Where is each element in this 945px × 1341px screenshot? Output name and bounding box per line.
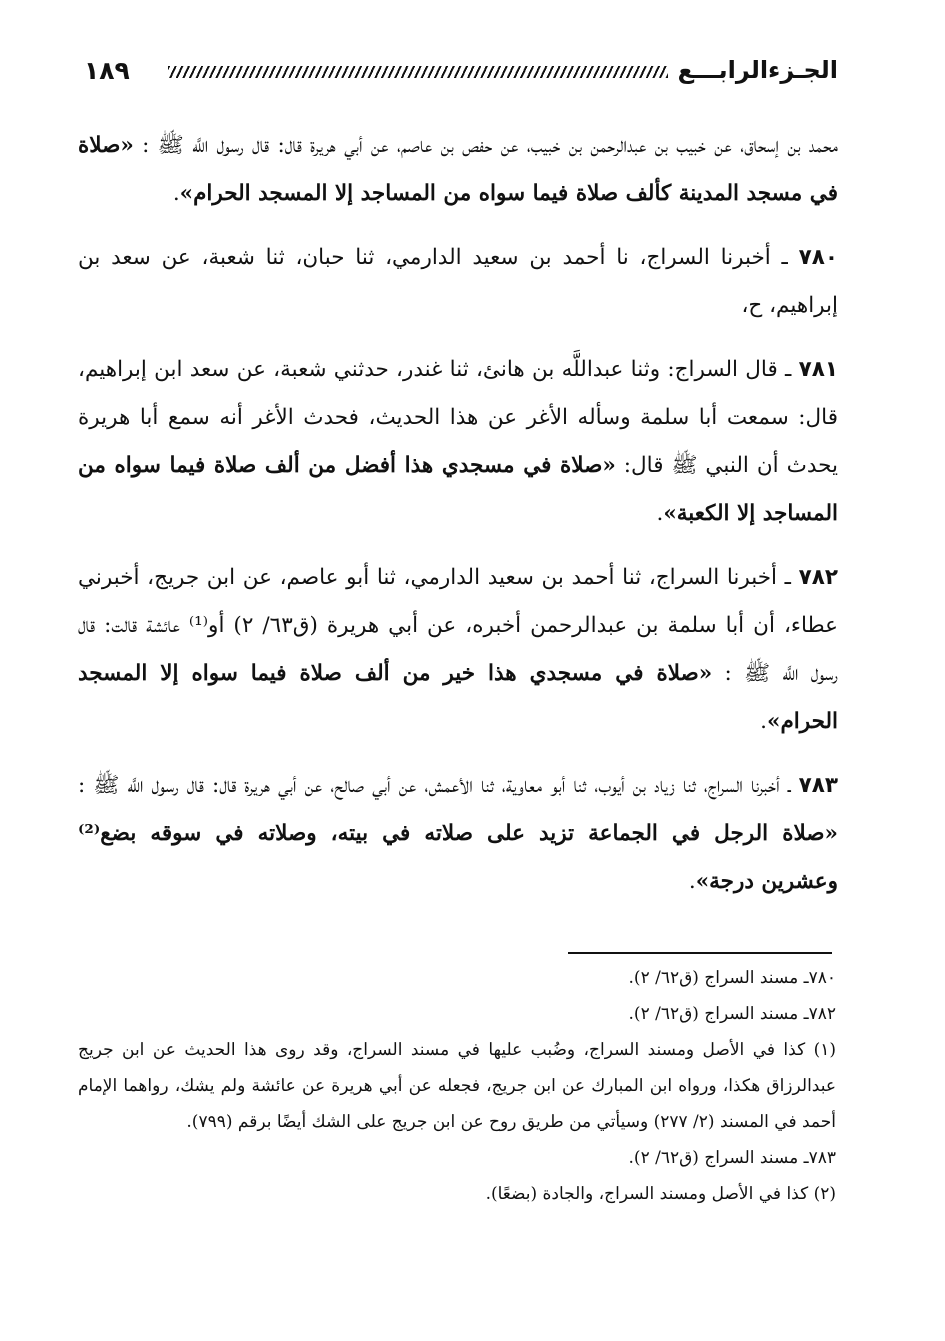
hadith-783: [78, 762, 838, 906]
paragraph-text: ـ أخبرنا السراج، نا أحمد بن سعيد الدارمي، ثنا حبان، ثنا شعبة، عن سعد بن إبراهيم، ح،: [78, 245, 838, 318]
page-header: [78, 52, 838, 96]
hadith-number: ٧٨٣: [798, 773, 838, 798]
footnote-divider: [568, 952, 832, 954]
paragraph-text: ـ أخبرنا السراج، ثنا أحمد بن سعيد الدارمي، ثنا أبو عاصم، عن ابن جريج، أخبرني عطاء، أن أبا سلمة بن عبدالرحمن أخبره، عن أبي هريرة (ق٦٣/ ٢) أو⁽¹⁾ عائشة قالت: قال رسول اللَّه ﷺ :: [78, 565, 839, 686]
footnote-source-783: ٧٨٣ـ مسند السراج (ق٦٢/ ٢).: [628, 1148, 836, 1168]
paragraph-text: ـ أخبرنا السراج، ثنا زياد بن أيوب، ثنا أبو معاوية، ثنا الأعمش، عن أبي صالح، عن أبي هريرة قال: قال رسول اللَّه ﷺ :: [78, 773, 799, 798]
quoted-hadith: «صلاة في مسجدي هذا خير من ألف صلاة فيما سواه إلا المسجد الحرام»: [78, 661, 838, 734]
paragraph-tail: .: [172, 181, 180, 206]
quoted-hadith: «صلاة الرجل في الجماعة تزيد على صلاته في بيته، وصلاته في سوقه بضع⁽²⁾ وعشرين درجة»: [78, 821, 838, 894]
footnote-1: (١) كذا في الأصل ومسند السراج، وضُبب عليها في مسند السراج، وقد روى هذا الحديث عن ابن جريج عبدالرزاق هكذا، ورواه ابن المبارك عن ابن جريج، فجعله عن أبي هريرة عن عائشة ولم يشك، رواهما الإمام أحمد في المسند (٢/ ٢٧٧) وسيأتي من طريق روح عن ابن جريج على الشك أيضًا برقم (٧٩٩).: [78, 1040, 836, 1132]
paragraph-continuation: [78, 122, 838, 218]
hadith-number: ٧٨١: [798, 357, 838, 382]
footnote-source-780: ٧٨٠ـ مسند السراج (ق٦٢/ ٢).: [628, 968, 836, 988]
hadith-780: [78, 234, 838, 330]
footnote-source-782: ٧٨٢ـ مسند السراج (ق٦٢/ ٢).: [628, 1004, 836, 1024]
hadith-number: ٧٨٢: [798, 565, 838, 590]
paragraph-tail: .: [656, 501, 664, 526]
quoted-hadith: «صلاة في مسجدي هذا أفضل من ألف صلاة فيما سواه من المساجد إلا الكعبة»: [78, 453, 838, 526]
hadith-781: [78, 346, 838, 538]
footnotes: [78, 960, 836, 1212]
hadith-782: [78, 554, 838, 746]
main-text: [78, 122, 838, 922]
paragraph-text: محمد بن إسحاق، عن خبيب بن عبدالرحمن بن خبيب، عن حفص بن عاصم، عن أبي هريرة قال: قال رسول اللَّه ﷺ :: [133, 133, 838, 158]
quoted-hadith: «صلاة في مسجد المدينة كألف صلاة فيما سواه من المساجد إلا المسجد الحرام»: [78, 133, 838, 206]
paragraph-tail: .: [688, 869, 696, 894]
running-title: الجـزءالرابـــع: [677, 56, 838, 84]
page-number: ١٨٩: [84, 56, 130, 85]
hadith-number: ٧٨٠: [798, 245, 838, 270]
header-decorative-rule: [168, 66, 668, 78]
paragraph-tail: .: [760, 709, 767, 734]
paragraph-text: ـ قال السراج: وثنا عبداللَّه بن هانئ، ثنا غندر، حدثني شعبة، عن سعد ابن إبراهيم، قال: سمعت أبا سلمة وسأله الأغر عن هذا الحديث، فحدث الأغر أنه سمع أبا هريرة يحدث أن النبي ﷺ قال:: [78, 357, 838, 478]
footnote-2: (٢) كذا في الأصل ومسند السراج، والجادة (بضعًا).: [485, 1184, 836, 1204]
